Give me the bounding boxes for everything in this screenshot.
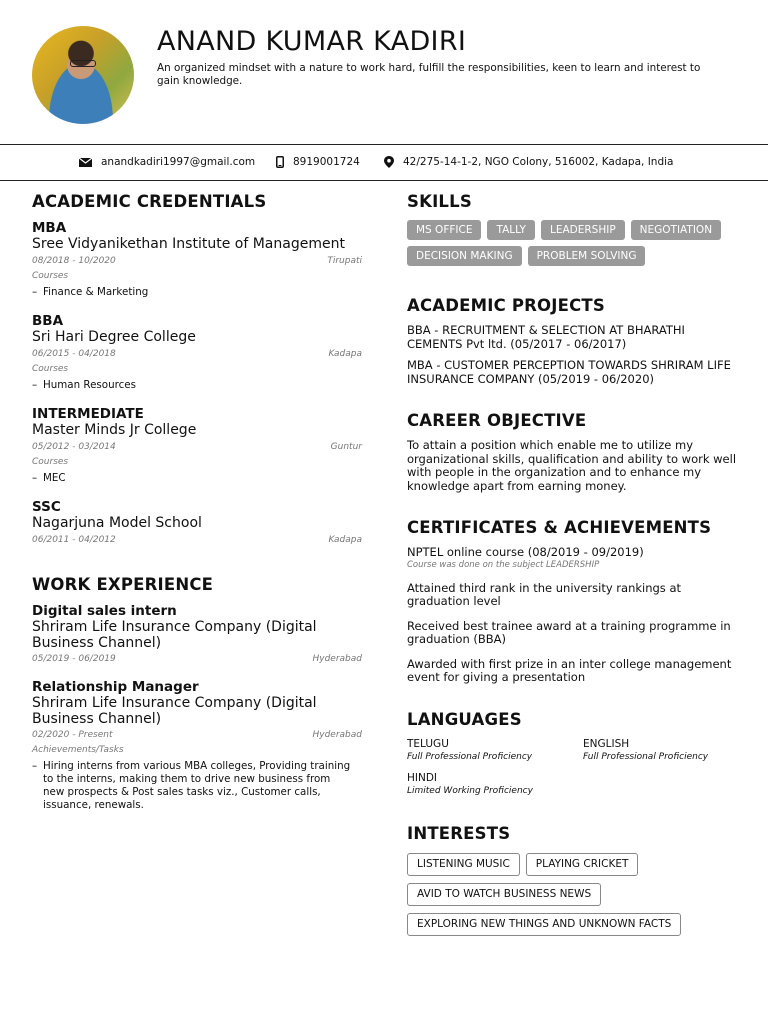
education-degree: INTERMEDIATE xyxy=(32,406,144,422)
education-degree: SSC xyxy=(32,499,61,515)
education-location: Guntur xyxy=(330,442,362,452)
candidate-name: ANAND KUMAR KADIRI xyxy=(157,26,467,57)
objective-text: To attain a position which enable me to utilize my organizational skills, qualification and ability to work well with people in the organization and to enhance my knowledge apart from earning money. xyxy=(407,438,737,493)
contact-phone[interactable] xyxy=(276,156,360,168)
email-text: anandkadiri1997@gmail.com xyxy=(101,156,256,168)
education-location: Tirupati xyxy=(327,256,362,266)
education-dates: 05/2012 - 03/2014 xyxy=(32,442,116,452)
education-dates: 06/2011 - 04/2012 xyxy=(32,535,116,545)
courses-label: Courses xyxy=(32,271,69,281)
education-dates: 06/2015 - 04/2018 xyxy=(32,349,116,359)
job-location: Hyderabad xyxy=(312,654,362,664)
courses-label: Courses xyxy=(32,364,69,374)
contact-bar xyxy=(0,144,768,181)
certificate-item: Awarded with first prize in an inter college management event for giving a presentation xyxy=(407,656,732,684)
skills-tags xyxy=(407,220,737,266)
education-school: Master Minds Jr College xyxy=(32,422,197,438)
location-pin-icon xyxy=(384,156,394,168)
section-title-interests: INTERESTS xyxy=(407,823,511,843)
education-location: Kadapa xyxy=(328,349,362,359)
courses-label: Courses xyxy=(32,457,69,467)
education-school: Sree Vidyanikethan Institute of Management xyxy=(32,236,345,252)
project-item: BBA - RECRUITMENT & SELECTION AT BHARATHI CEMENTS Pvt ltd. (05/2017 - 06/2017) xyxy=(407,323,685,351)
tasks-label: Achievements/Tasks xyxy=(32,745,124,755)
section-title-certificates: CERTIFICATES & ACHIEVEMENTS xyxy=(407,518,712,537)
certificate-item: Attained third rank in the university rankings at graduation level xyxy=(407,580,682,608)
skill-tag: NEGOTIATION xyxy=(631,220,721,240)
interest-tag: PLAYING CRICKET xyxy=(526,853,639,876)
languages-grid xyxy=(407,738,737,797)
education-dates: 08/2018 - 10/2020 xyxy=(32,256,116,266)
job-company: Shriram Life Insurance Company (Digital Business Channel) xyxy=(32,619,317,651)
skill-tag: LEADERSHIP xyxy=(541,220,625,240)
contact-address xyxy=(384,156,673,168)
skill-tag: TALLY xyxy=(487,220,535,240)
certificate-item: Received best trainee award at a training programme in graduation (BBA) xyxy=(407,618,731,646)
education-degree: BBA xyxy=(32,313,64,329)
education-school: Sri Hari Degree College xyxy=(32,329,196,345)
section-title-education: ACADEMIC CREDENTIALS xyxy=(32,192,267,211)
language-item: ENGLISH Full Professional Proficiency xyxy=(583,737,709,762)
job-dates: 02/2020 - Present xyxy=(32,730,113,740)
contact-email[interactable] xyxy=(79,156,255,168)
skill-tag: MS OFFICE xyxy=(407,220,481,240)
right-column xyxy=(407,192,737,936)
interests-tags xyxy=(407,853,737,936)
interest-tag: LISTENING MUSIC xyxy=(407,853,520,876)
profile-summary: An organized mindset with a nature to work hard, fulfill the responsibilities, keen to learn and interest to gain knowledge. xyxy=(157,62,701,87)
section-title-work: WORK EXPERIENCE xyxy=(32,575,214,594)
job-company: Shriram Life Insurance Company (Digital Business Channel) xyxy=(32,695,317,727)
left-column xyxy=(32,192,362,812)
job-dates: 05/2019 - 06/2019 xyxy=(32,654,116,664)
education-item xyxy=(32,313,362,392)
interest-tag: EXPLORING NEW THINGS AND UNKNOWN FACTS xyxy=(407,913,681,936)
phone-text: 8919001724 xyxy=(293,156,360,168)
envelope-icon xyxy=(79,158,92,167)
education-school: Nagarjuna Model School xyxy=(32,515,202,531)
job-location: Hyderabad xyxy=(312,730,362,740)
language-item: HINDI Limited Working Proficiency xyxy=(407,771,533,796)
education-item xyxy=(32,406,362,485)
education-degree: MBA xyxy=(32,220,67,236)
phone-icon xyxy=(276,156,284,168)
section-title-languages: LANGUAGES xyxy=(407,709,522,729)
profile-photo xyxy=(32,26,134,124)
education-item xyxy=(32,220,362,299)
job-item xyxy=(32,603,362,665)
education-location: Kadapa xyxy=(328,535,362,545)
job-title: Relationship Manager xyxy=(32,679,199,695)
skill-tag: DECISION MAKING xyxy=(407,246,522,266)
task-item: – Hiring interns from various MBA colleges, Providing training to the interns, making them to drive new business from new prospects & Post sales tasks viz., Customer calls, issuance, renewals. xyxy=(32,760,351,811)
section-title-projects: ACADEMIC PROJECTS xyxy=(407,296,605,315)
course-item: – Human Resources xyxy=(32,379,136,391)
job-item xyxy=(32,679,362,812)
project-item: MBA - CUSTOMER PERCEPTION TOWARDS SHRIRAM LIFE INSURANCE COMPANY (05/2019 - 06/2020) xyxy=(407,358,731,386)
language-item: TELUGU Full Professional Proficiency xyxy=(407,737,533,762)
section-title-skills: SKILLS xyxy=(407,192,472,211)
section-title-objective: CAREER OBJECTIVE xyxy=(407,411,587,430)
job-title: Digital sales intern xyxy=(32,603,177,619)
certificate-desc: Course was done on the subject LEADERSHIP xyxy=(407,559,600,570)
education-item xyxy=(32,499,362,546)
address-text: 42/275-14-1-2, NGO Colony, 516002, Kadapa, India xyxy=(403,156,674,168)
certificate-item: NPTEL online course (08/2019 - 09/2019) Course was done on the subject LEADERSHIP xyxy=(407,546,737,571)
course-item: – MEC xyxy=(32,472,66,484)
skill-tag: PROBLEM SOLVING xyxy=(528,246,646,266)
course-item: – Finance & Marketing xyxy=(32,286,149,298)
resume-header xyxy=(0,0,768,144)
interest-tag: AVID TO WATCH BUSINESS NEWS xyxy=(407,883,601,906)
